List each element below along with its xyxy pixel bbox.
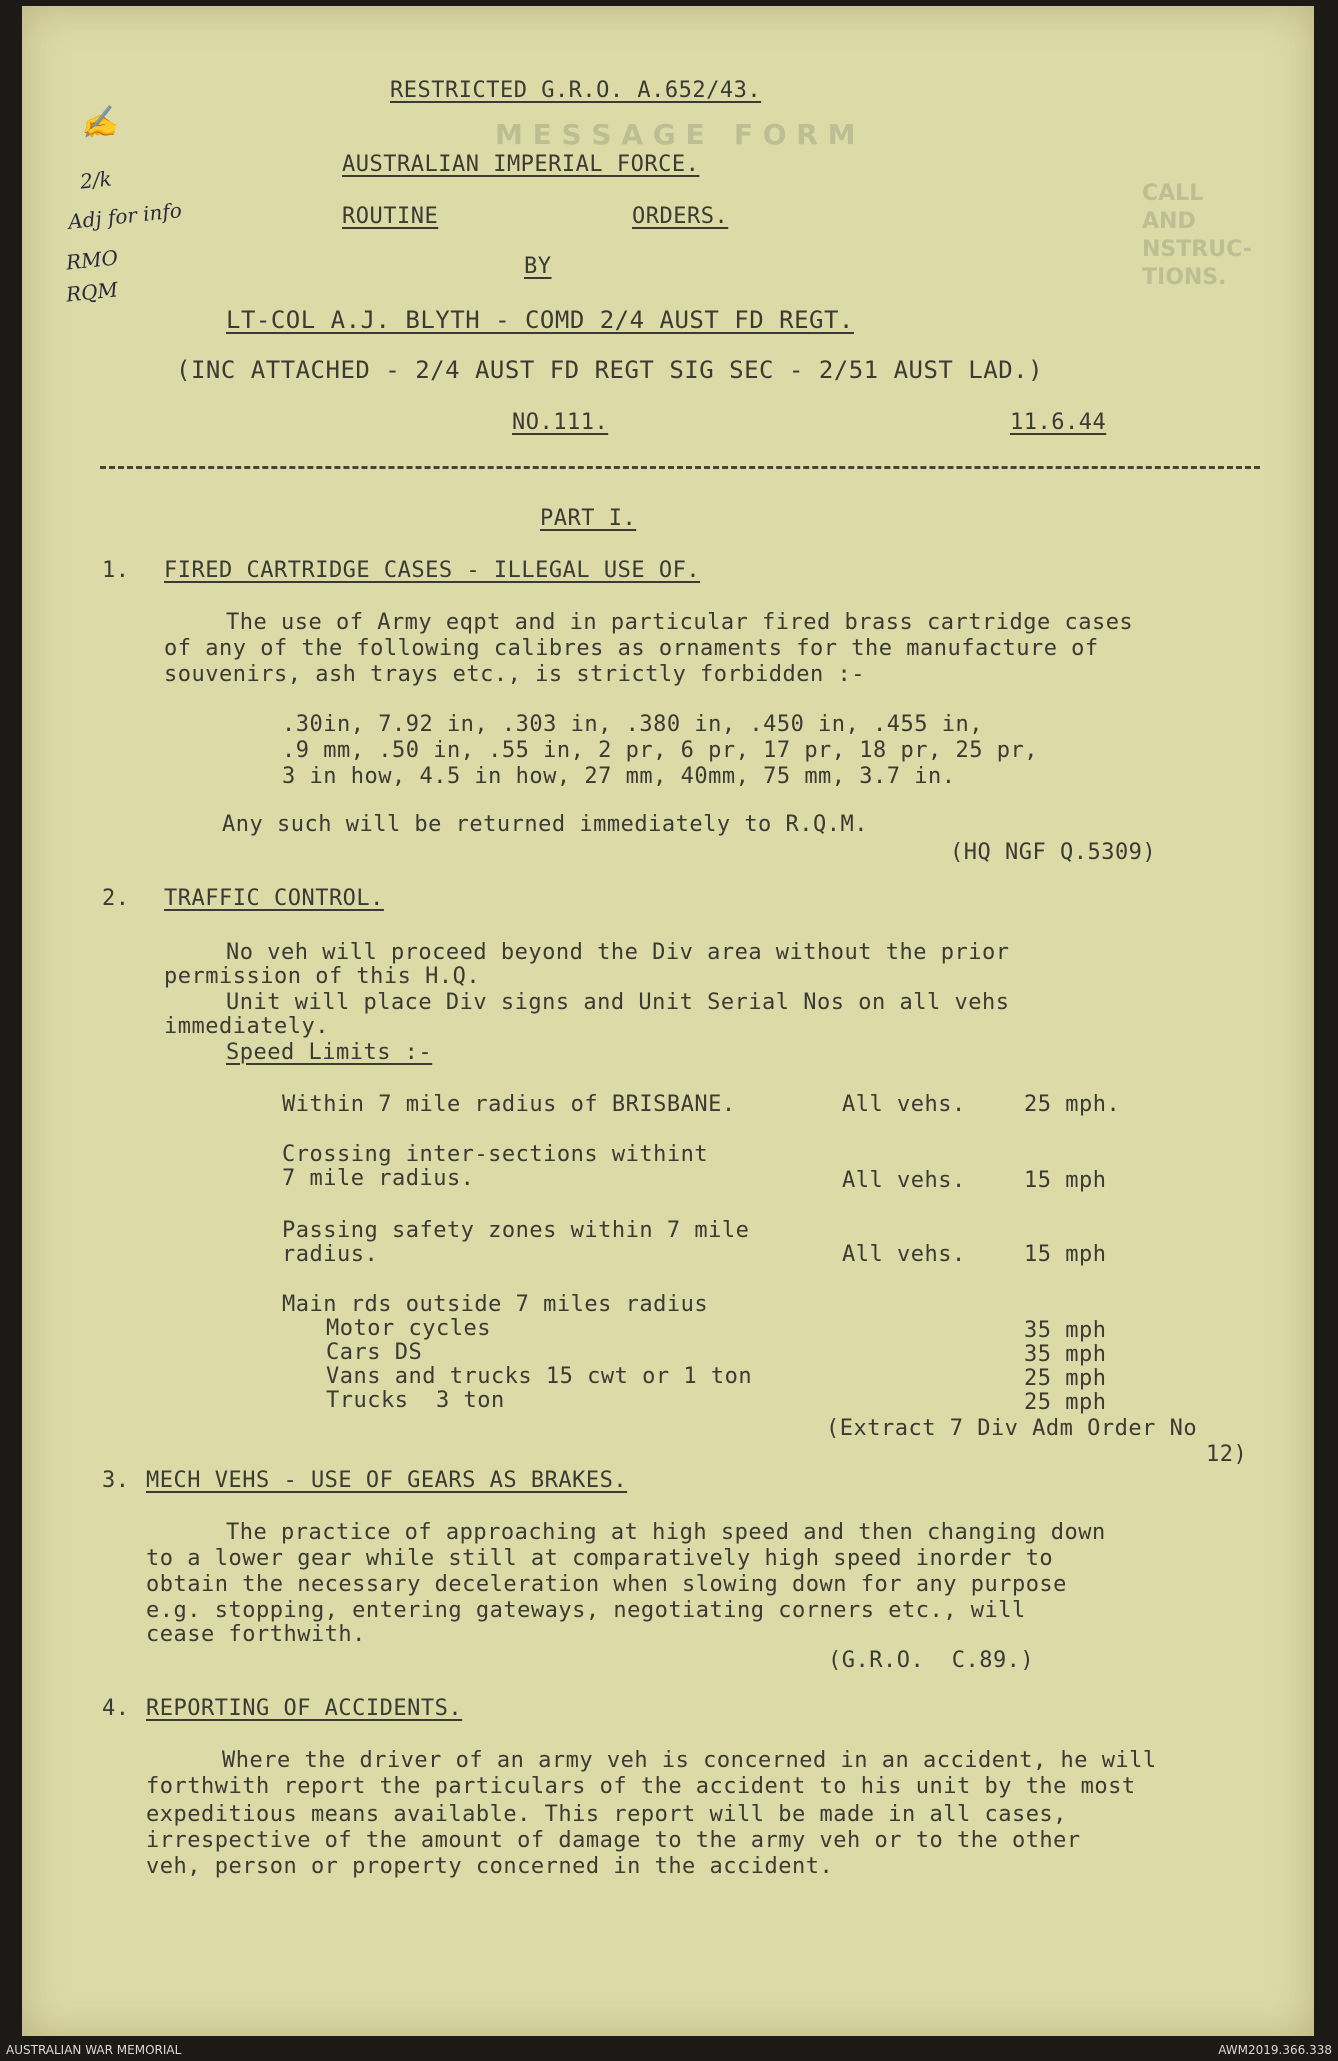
- section-title: MECH VEHS - USE OF GEARS AS BRAKES.: [146, 1468, 628, 1493]
- paragraph-line: e.g. stopping, entering gateways, negotiating corners etc., will: [146, 1598, 1026, 1623]
- speed-subrow-label: Trucks 3 ton: [326, 1388, 505, 1413]
- handwritten-note: RMO: [64, 245, 120, 275]
- calibre-line: .30in, 7.92 in, .303 in, .380 in, .450 in, .455 in,: [282, 712, 984, 737]
- reference-citation: 12): [1206, 1442, 1248, 1467]
- speed-row-vehicles: All vehs.: [842, 1092, 966, 1117]
- handwritten-initials: ✍: [78, 104, 120, 143]
- paragraph-line: to a lower gear while still at comparatively high speed inorder to: [146, 1546, 1054, 1571]
- ghost-text-decoration: CALL AND NSTRUC- TIONS.: [1142, 181, 1252, 290]
- paragraph-line: Any such will be returned immediately to R.Q.M.: [222, 812, 869, 837]
- speed-row-label: 7 mile radius.: [282, 1166, 475, 1191]
- handwritten-note: 2/k: [78, 166, 113, 194]
- speed-subrow-limit: 35 mph: [1024, 1318, 1107, 1343]
- speed-subrow-limit: 35 mph: [1024, 1342, 1107, 1367]
- calibre-line: .9 mm, .50 in, .55 in, 2 pr, 6 pr, 17 pr, 18 pr, 25 pr,: [282, 738, 1038, 763]
- paragraph-line: No veh will proceed beyond the Div area without the prior: [226, 940, 1010, 965]
- archive-credit: AUSTRALIAN WAR MEMORIAL: [6, 2043, 182, 2057]
- force-title: AUSTRALIAN IMPERIAL FORCE.: [342, 152, 700, 177]
- speed-row-limit: 25 mph.: [1024, 1092, 1121, 1117]
- ghost-text-decoration: M E S S A G E F O R M: [495, 118, 856, 151]
- orders-label: ORDERS.: [632, 204, 729, 229]
- order-number: NO.111.: [512, 410, 609, 435]
- speed-subrow-limit: 25 mph: [1024, 1366, 1107, 1391]
- separator-line: [100, 466, 1260, 469]
- paragraph-line: irrespective of the amount of damage to the army veh or to the other: [146, 1828, 1081, 1853]
- paragraph-line: The use of Army eqpt and in particular fired brass cartridge cases: [226, 610, 1134, 635]
- order-date: 11.6.44: [1010, 410, 1107, 435]
- paragraph-line: expeditious means available. This report will be made in all cases,: [146, 1802, 1067, 1827]
- section-title: FIRED CARTRIDGE CASES - ILLEGAL USE OF.: [164, 558, 701, 583]
- handwritten-note: RQM: [64, 277, 120, 307]
- paragraph-line: Where the driver of an army veh is concerned in an accident, he will: [222, 1748, 1157, 1773]
- paragraph-line: forthwith report the particulars of the accident to his unit by the most: [146, 1774, 1136, 1799]
- speed-subrow-label: Vans and trucks 15 cwt or 1 ton: [326, 1364, 753, 1389]
- section-title: TRAFFIC CONTROL.: [164, 886, 384, 911]
- part-heading: PART I.: [540, 506, 637, 531]
- paragraph-line: veh, person or property concerned in the accident.: [146, 1854, 834, 1879]
- speed-row-limit: 15 mph: [1024, 1242, 1107, 1267]
- commander-line: LT-COL A.J. BLYTH - COMD 2/4 AUST FD REGT.: [226, 306, 854, 334]
- speed-row-label: Passing safety zones within 7 mile: [282, 1218, 750, 1243]
- routine-label: ROUTINE: [342, 204, 439, 229]
- section-title: REPORTING OF ACCIDENTS.: [146, 1696, 463, 1721]
- paragraph-line: of any of the following calibres as ornaments for the manufacture of: [164, 636, 1099, 661]
- paragraph-line: permission of this H.Q.: [164, 964, 481, 989]
- reference-citation: (G.R.O. C.89.): [828, 1648, 1035, 1673]
- speed-row-label: radius.: [282, 1242, 379, 1267]
- paragraph-line: cease forthwith.: [146, 1622, 366, 1647]
- paragraph-line: immediately.: [164, 1014, 329, 1039]
- paragraph-line: Unit will place Div signs and Unit Serial Nos on all vehs: [226, 990, 1010, 1015]
- speed-subrow-limit: 25 mph: [1024, 1390, 1107, 1415]
- calibre-line: 3 in how, 4.5 in how, 27 mm, 40mm, 75 mm, 3.7 in.: [282, 764, 956, 789]
- section-number: 4.: [102, 1696, 130, 1721]
- speed-row-vehicles: All vehs.: [842, 1168, 966, 1193]
- speed-limits-heading: Speed Limits :-: [226, 1040, 433, 1065]
- reference-citation: (HQ NGF Q.5309): [950, 840, 1157, 865]
- speed-row-label: Crossing inter-sections withint: [282, 1142, 709, 1167]
- speed-row-vehicles: All vehs.: [842, 1242, 966, 1267]
- restricted-ref: RESTRICTED G.R.O. A.652/43.: [390, 78, 762, 103]
- paragraph-line: obtain the necessary deceleration when slowing down for any purpose: [146, 1572, 1067, 1597]
- speed-row-limit: 15 mph: [1024, 1168, 1107, 1193]
- section-number: 1.: [102, 558, 130, 583]
- paragraph-line: souvenirs, ash trays etc., is strictly forbidden :-: [164, 662, 866, 687]
- archive-id: AWM2019.366.338: [1218, 2043, 1332, 2057]
- section-number: 2.: [102, 886, 130, 911]
- speed-subrow-label: Motor cycles: [326, 1316, 491, 1341]
- speed-row-label: Main rds outside 7 miles radius: [282, 1292, 709, 1317]
- attached-line: (INC ATTACHED - 2/4 AUST FD REGT SIG SEC - 2/51 AUST LAD.): [176, 356, 1044, 384]
- speed-row-label: Within 7 mile radius of BRISBANE.: [282, 1092, 736, 1117]
- section-number: 3.: [102, 1468, 130, 1493]
- paragraph-line: The practice of approaching at high speed and then changing down: [226, 1520, 1106, 1545]
- speed-subrow-label: Cars DS: [326, 1340, 423, 1365]
- handwritten-note: Adj for info: [67, 198, 183, 234]
- reference-citation: (Extract 7 Div Adm Order No: [826, 1416, 1198, 1441]
- by-label: BY: [524, 254, 552, 279]
